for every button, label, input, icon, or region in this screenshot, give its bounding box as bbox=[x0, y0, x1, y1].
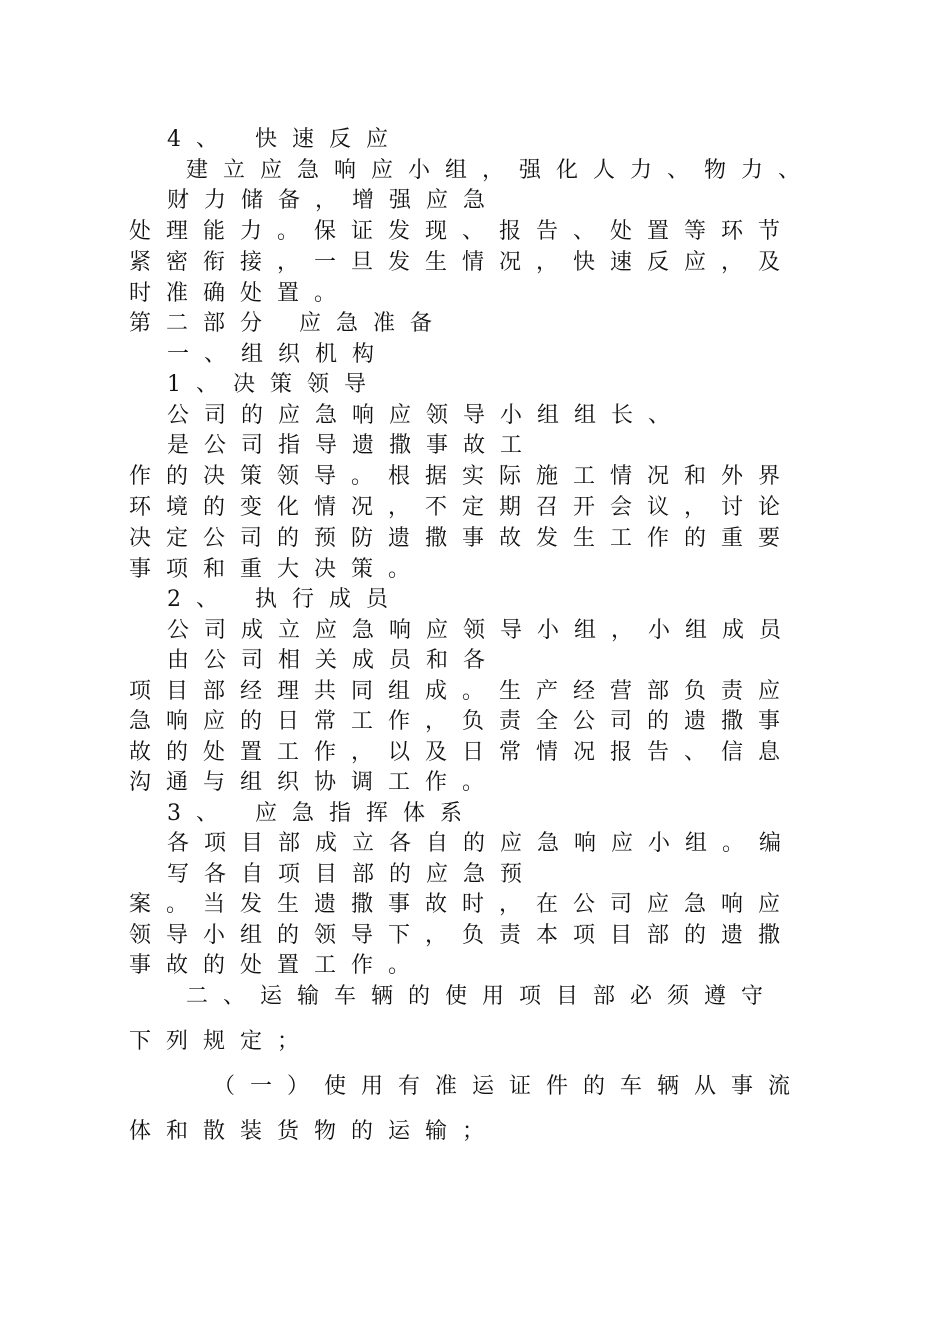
heading-rapid-response: 4、 快速反应 bbox=[167, 127, 403, 152]
heading-command-system: 3、 应急指挥体系 bbox=[167, 801, 477, 826]
heading-executive-members: 2、 执行成员 bbox=[167, 587, 403, 612]
heading-vehicle-rules: 二、运输车辆的使用项目部必须遵守 bbox=[186, 984, 779, 1009]
text-line: 事故的处置工作。 bbox=[129, 953, 426, 978]
text-line: 案。当发生遗撒事故时，在公司应急响应 bbox=[129, 892, 796, 917]
text-line: 时准确处置。 bbox=[129, 281, 352, 306]
text-line: 写各自项目部的应急预 bbox=[167, 862, 538, 887]
text-line: 作的决策领导。根据实际施工情况和外界 bbox=[129, 464, 796, 489]
text-line: 体和散装货物的运输； bbox=[129, 1119, 500, 1144]
text-line: 下列规定； bbox=[129, 1029, 315, 1054]
text-line: 沟通与组织协调工作。 bbox=[129, 770, 500, 795]
text-line: 处理能力。保证发现、报告、处置等环节 bbox=[129, 219, 796, 244]
text-line: 是公司指导遗撒事故工 bbox=[167, 433, 538, 458]
text-line: 决定公司的预防遗撒事故发生工作的重要 bbox=[129, 526, 796, 551]
heading-decision-leadership: 1、决策领导 bbox=[167, 372, 381, 397]
text-line: 环境的变化情况，不定期召开会议，讨论 bbox=[129, 495, 796, 520]
text-line: 公司的应急响应领导小组组长、 bbox=[167, 403, 686, 428]
text-line: 建立应急响应小组，强化人力、物力、 bbox=[186, 158, 816, 183]
text-line: 财力储备，增强应急 bbox=[167, 188, 501, 213]
text-line: 领导小组的领导下，负责本项目部的遗撒 bbox=[129, 923, 796, 948]
text-line: 公司成立应急响应领导小组，小组成员 bbox=[167, 618, 797, 643]
heading-part-two: 第二部分 应急准备 bbox=[129, 311, 447, 336]
list-item: （一）使用有准运证件的车辆从事流 bbox=[213, 1074, 806, 1099]
text-line: 由公司相关成员和各 bbox=[167, 648, 501, 673]
text-line: 项目部经理共同组成。生产经营部负责应 bbox=[129, 679, 796, 704]
text-line: 各项目部成立各自的应急响应小组。编 bbox=[167, 831, 797, 856]
heading-organization: 一、组织机构 bbox=[167, 342, 390, 367]
text-line: 急响应的日常工作，负责全公司的遗撒事 bbox=[129, 709, 796, 734]
text-line: 事项和重大决策。 bbox=[129, 557, 426, 582]
text-line: 紧密衔接，一旦发生情况，快速反应，及 bbox=[129, 250, 796, 275]
text-line: 故的处置工作，以及日常情况报告、信息 bbox=[129, 740, 796, 765]
